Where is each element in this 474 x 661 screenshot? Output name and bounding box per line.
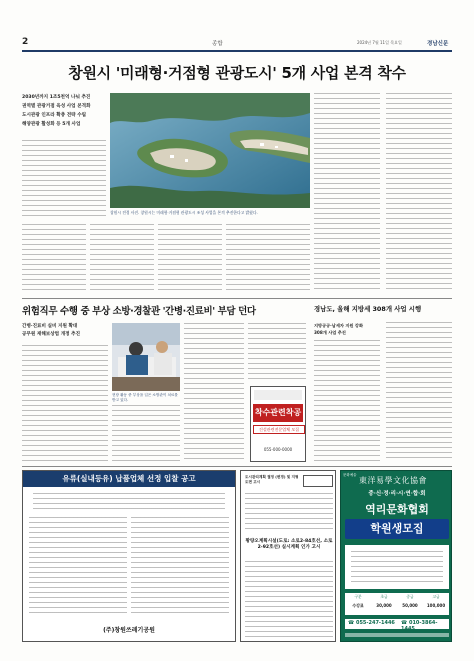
academy-info-box xyxy=(345,545,449,589)
academy-fee-table xyxy=(345,593,449,615)
academy-org-line: 중·신·정·리·시·연·합·회 xyxy=(368,491,426,497)
side-story-body-col xyxy=(386,322,452,462)
masthead: 경남신문 xyxy=(427,41,449,47)
academy-phone[interactable]: ☎ 055-247-1446 xyxy=(348,620,395,626)
top-story-lead xyxy=(22,93,106,129)
side-story-lead xyxy=(314,322,378,336)
lead-line: 권역별 관광거점 육성 사업 본격화 xyxy=(22,104,91,109)
second-story-body-col xyxy=(184,323,244,463)
plan-notice-body xyxy=(245,561,333,637)
top-story-body-col xyxy=(158,224,222,294)
second-story-body-col xyxy=(248,323,306,383)
academy-info-text xyxy=(351,551,443,583)
ad-title: 착수관련착공 xyxy=(253,404,303,422)
recruitment-ad[interactable] xyxy=(250,386,306,462)
plan-notice-heading: 도시관리계획 결정 (변경) 및 지형도면 고시 xyxy=(245,475,299,484)
page-number: 2 xyxy=(22,37,29,47)
top-story-body-col xyxy=(226,224,310,294)
second-story-headline: 위험직무 수행 중 부상 소방·경찰관 '간병·진료비' 부담 던다 xyxy=(22,306,256,317)
plan-notice-stamp xyxy=(303,475,333,487)
issue-date: 2024년 7월 11일 목요일 xyxy=(357,40,402,45)
top-story-photo-caption: 창원시 전경 사진. 창원시는 미래형·거점형 관광도시 조성 사업을 본격 추진한다고 밝혔다. xyxy=(110,210,258,215)
section-name: 종합 xyxy=(212,41,223,47)
plan-notice-ad[interactable] xyxy=(240,470,336,642)
academy-title: 역리문화협회 xyxy=(365,503,429,516)
lead-line: 간병·진료비 실비 지원 확대 xyxy=(22,324,78,329)
academy-phone-bar xyxy=(345,619,449,632)
lead-line: 공무원 재해보상법 개정 추진 xyxy=(22,332,81,337)
ad-phone: 055-000-0000 xyxy=(263,447,293,452)
fee-header: 초급 xyxy=(380,594,388,599)
top-story-body-col xyxy=(22,224,86,294)
bid-notice-footer: (주)창원쓰레기공원 xyxy=(103,627,155,634)
section-divider xyxy=(22,298,452,299)
academy-top-line: 문화예술 xyxy=(343,473,357,477)
side-story-body-col xyxy=(314,340,380,462)
bid-notice-title: 유류(실내등유) 납품업체 선정 입찰 공고 xyxy=(23,471,235,487)
lead-line: 308개 사업 추진 xyxy=(314,330,346,335)
ads-divider xyxy=(22,466,452,467)
plan-notice-title: 황량오계획시설(도로: 소로2-84호선, 소로2-92호선) 실시계획 인가 고시 xyxy=(245,539,333,550)
fee-header: 중급 xyxy=(406,594,414,599)
lead-line: 해양관광 활성화 등 5개 사업 xyxy=(22,122,81,127)
academy-mobile[interactable]: ☎ 010-3864-1445 xyxy=(401,620,438,632)
second-story-photo-caption: 현장 활동 중 부상을 입은 소방관이 치료를 받고 있다. xyxy=(112,393,178,402)
top-story-photo xyxy=(110,93,310,208)
top-story-body-col xyxy=(22,140,106,218)
academy-address-line xyxy=(345,633,449,637)
side-story-headline: 경남도, 올해 지방세 308개 사업 시행 xyxy=(314,305,422,313)
top-story-headline: 창원시 '미래형·거점형 관광도시' 5개 사업 본격 착수 xyxy=(68,64,406,82)
fee-header: 고급 xyxy=(432,594,440,599)
lead-line: 지방공공·납세자 지원 강화 xyxy=(314,323,364,328)
top-story-body-col xyxy=(386,93,452,293)
page-header xyxy=(22,36,452,50)
plan-notice-table xyxy=(245,493,333,533)
top-story-body-col xyxy=(314,93,380,293)
lead-line: 2030년까지 1조5천억 나눠 추진 xyxy=(22,95,91,100)
academy-ad[interactable] xyxy=(340,470,452,642)
header-rule xyxy=(22,50,452,52)
academy-subtitle: 학원생모집 xyxy=(370,522,424,535)
fee-cell: 50,000 xyxy=(402,603,418,608)
bid-notice-body xyxy=(29,517,127,617)
second-story-lead xyxy=(22,323,108,339)
bid-notice-intro xyxy=(33,493,225,511)
fee-cell: 100,000 xyxy=(426,603,446,608)
lead-line: 도시관광 인프라 확충 전략 수립 xyxy=(22,113,87,118)
second-story-photo xyxy=(112,323,180,391)
ad-subtitle: 건설관련전문업체 모집 xyxy=(253,425,305,434)
top-story-body-col xyxy=(90,224,154,294)
academy-subtitle-banner xyxy=(345,519,449,539)
ad-top-band xyxy=(254,390,302,400)
academy-hanja-title: 東洋易學文化協會 xyxy=(359,476,427,485)
second-story-body-col xyxy=(22,345,108,463)
fee-cell: 수강료 xyxy=(352,603,364,608)
bid-notice-ad[interactable] xyxy=(22,470,236,642)
fee-cell: 30,000 xyxy=(376,603,392,608)
second-story-body-col xyxy=(112,405,180,463)
fee-header: 구분 xyxy=(354,594,362,599)
bid-notice-body xyxy=(131,517,229,617)
